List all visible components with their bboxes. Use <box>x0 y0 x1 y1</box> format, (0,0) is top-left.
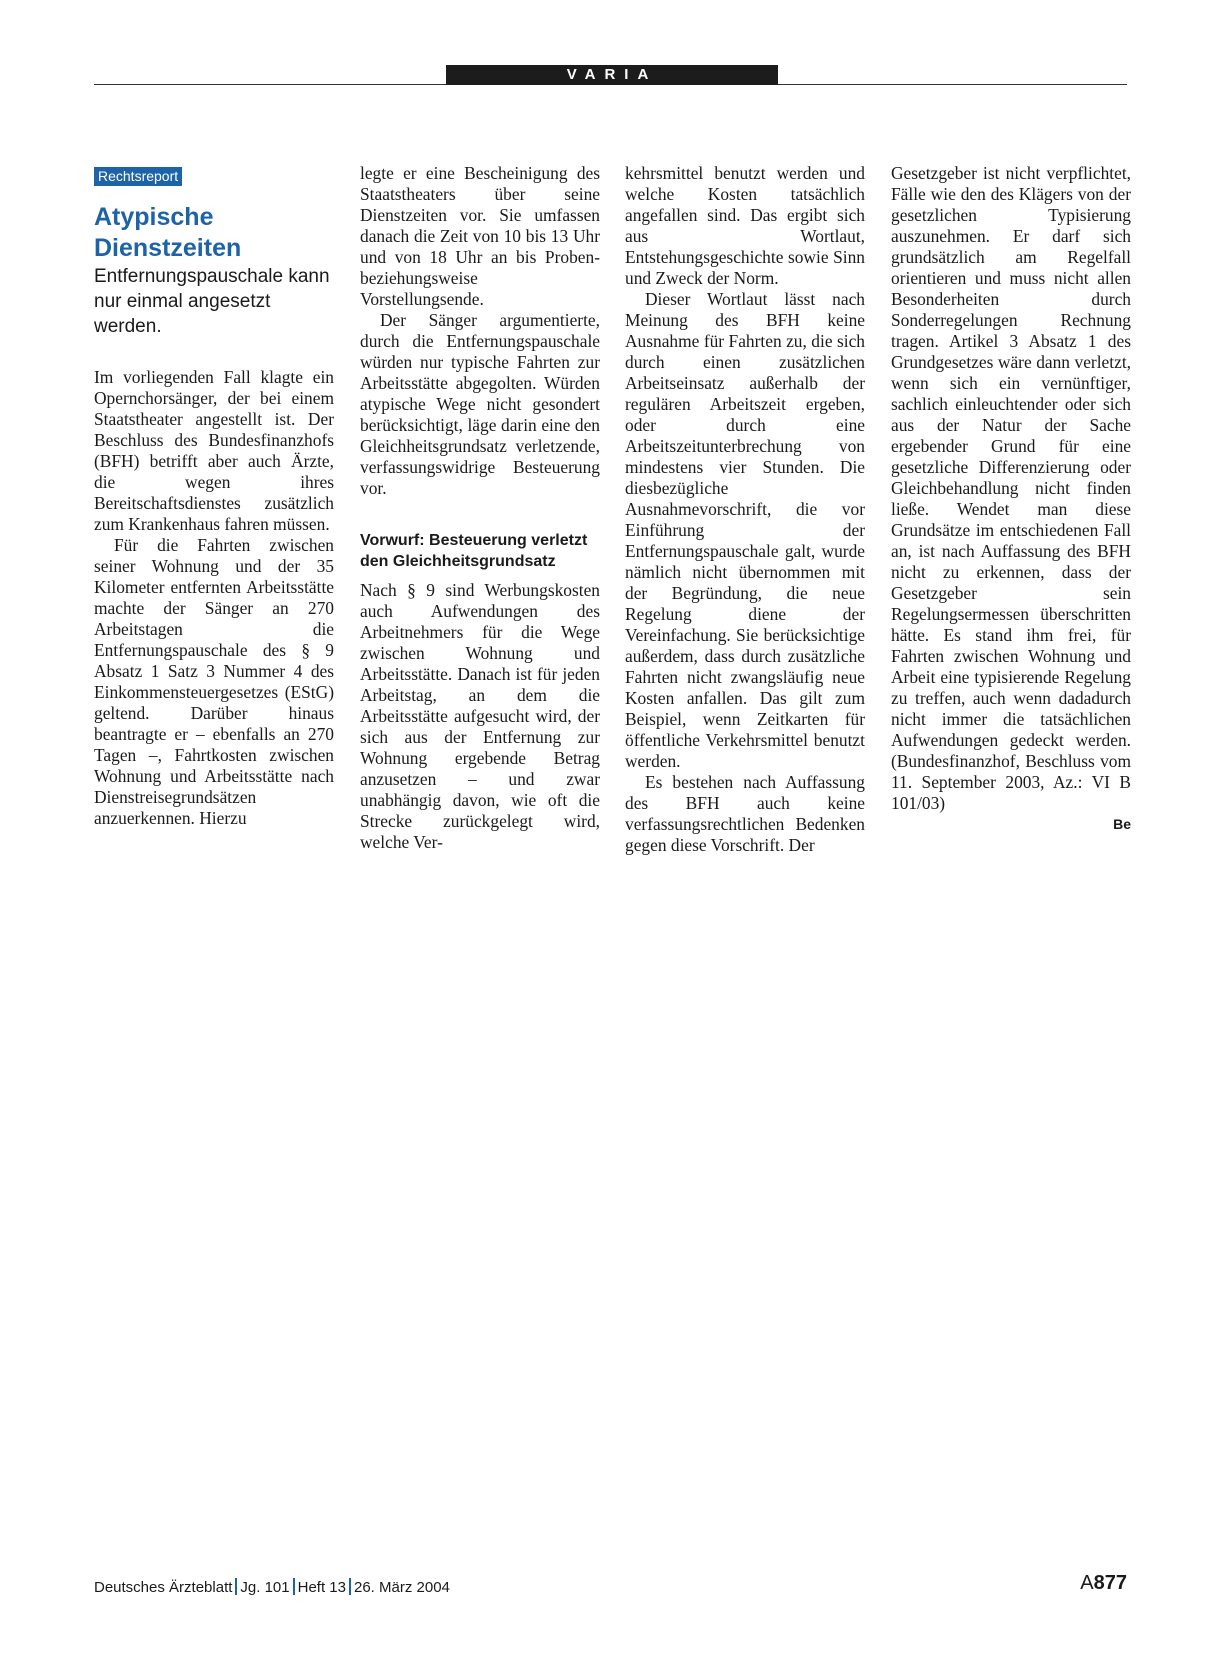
paragraph: legte er eine Bescheinigung des Staatstheaters über seine Dienstzeiten vor. Sie umfassen danach die Zeit von 10 bis 13 Uhr und von 18 Uhr an bis Proben- beziehungsweise Vorstellungsende. <box>360 163 600 309</box>
volume: Jg. 101 <box>240 1579 290 1596</box>
journal-name: Deutsches Ärzteblatt <box>94 1579 233 1596</box>
column-1 <box>94 163 334 829</box>
paragraph: Nach § 9 sind Werbungskosten auch Aufwendungen des Arbeitnehmers für die Wege zwischen Wohnung und Arbeitsstätte. Danach ist für jeden Arbeitstag, an dem die Arbeitsstätte aufgesucht wird, der sich aus der Entfernung zur Wohnung ergebende Betrag anzusetzen – und zwar unabhängig davon, wie oft die Strecke zurückgelegt wird, welche Ver- <box>360 580 600 852</box>
page-number <box>1080 1572 1127 1595</box>
paragraph: Dieser Wortlaut lässt nach Meinung des BFH keine Ausnahme für Fahrten zu, die sich durch einen zusätzlichen Arbeitseinsatz außerhalb der regulären Arbeitszeit ergeben, oder durch eine Arbeitszeitunterbrechung von mindestens vier Stunden. Die diesbezügliche Ausnahmevorschrift, die vor Einführung der Entfernungspauschale galt, wurde nämlich nicht übernommen mit der Begründung, die neue Regelung diene der Vereinfachung. Sie berücksichtige außerdem, dass durch zusätzliche Fahrten nicht zwangsläufig neue Kosten anfallen. Das gilt zum Beispiel, wenn Zeitkarten für öffentliche Verkehrsmittel benutzt werden. <box>625 289 865 771</box>
separator-bar <box>349 1578 351 1595</box>
author-initials: Be <box>1113 816 1131 832</box>
section-label: VARIA <box>446 65 778 85</box>
paragraph: Im vorliegenden Fall klagte ein Opernchorsänger, der bei einem Staatstheater angestellt ist. Der Beschluss des Bundesfinanzhofs (BFH) betrifft aber auch Ärzte, die wegen ihres Bereitschaftsdienstes zusätzlich zum Krankenhaus fahren müssen. <box>94 367 334 534</box>
issue-date: 26. März 2004 <box>354 1579 450 1596</box>
article-subtitle: Entfernungspauschale kann nur einmal angesetzt werden. <box>94 266 330 337</box>
paragraph: kehrsmittel benutzt werden und welche Kosten tatsächlich angefallen sind. Das ergibt sich aus Wortlaut, Entstehungsgeschichte sowie Sinn und Zweck der Norm. <box>625 163 865 288</box>
separator-bar <box>293 1578 295 1595</box>
paragraph: Es bestehen nach Auffassung des BFH auch keine verfassungsrechtlichen Bedenken gegen diese Vorschrift. Der <box>625 772 865 855</box>
separator-bar <box>235 1578 237 1595</box>
section-subheading: Vorwurf: Besteuerung verletzt den Gleichheitsgrundsatz <box>360 532 588 570</box>
paragraph: Der Sänger argumentierte, durch die Entfernungspauschale würden nur typische Fahrten zur Arbeitsstätte abgegolten. Würden atypische Wege nicht gesondert berücksichtigt, läge darin eine den Gleichheitsgrundsatz verletzende, verfassungswidrige Besteuerung vor. <box>360 310 600 498</box>
column-4 <box>891 163 1131 835</box>
category-badge: Rechtsreport <box>94 167 182 186</box>
issue: Heft 13 <box>297 1579 346 1596</box>
article-title: Atypische Dienstzeiten <box>94 203 242 262</box>
page-prefix: A <box>1080 1572 1094 1594</box>
paragraph: Für die Fahrten zwischen seiner Wohnung und der 35 Kilometer entfernten Arbeitsstätte machte der Sänger an 270 Arbeitstagen die Entfernungspauschale des § 9 Absatz 1 Satz 3 Nummer 4 des Einkommensteuergesetzes (EStG) geltend. Darüber hinaus beantragte er – ebenfalls an 270 Tagen –, Fahrtkosten zwischen Wohnung und Arbeitsstätte nach Dienstreisegrundsätzen anzuerkennen. Hierzu <box>94 535 334 828</box>
column-3 <box>625 163 865 856</box>
column-2 <box>360 163 600 853</box>
paragraph: Gesetzgeber ist nicht verpflichtet, Fälle wie den des Klägers von der gesetzlichen Typisierung auszunehmen. Er darf sich grundsätzlich am Regelfall orientieren und muss nicht allen Besonderheiten durch Sonderregelungen Rechnung tragen. Artikel 3 Absatz 1 des Grundgesetzes wäre dann verletzt, wenn sich ein vernünftiger, sachlich einleuchtender oder sich aus der Natur der Sache ergebender Grund für eine gesetzliche Differenzierung oder Gleichbehandlung nicht finden ließe. Wendet man diese Grundsätze im entschiedenen Fall an, ist nach Auffassung des BFH nicht zu erkennen, dass der Gesetzgeber sein Regelungsermessen überschritten hätte. Es stand ihm frei, für Fahrten zwischen Wohnung und Arbeit eine typisierende Regelung zu treffen, auch wenn dadadurch nicht immer die tatsächlichen Aufwendungen gedeckt werden. (Bundesfinanzhof, Beschluss vom 11. September 2003, Az.: VI B 101/03) <box>891 163 1131 813</box>
footer-citation <box>94 1578 450 1596</box>
page-number-value: 877 <box>1093 1572 1127 1594</box>
